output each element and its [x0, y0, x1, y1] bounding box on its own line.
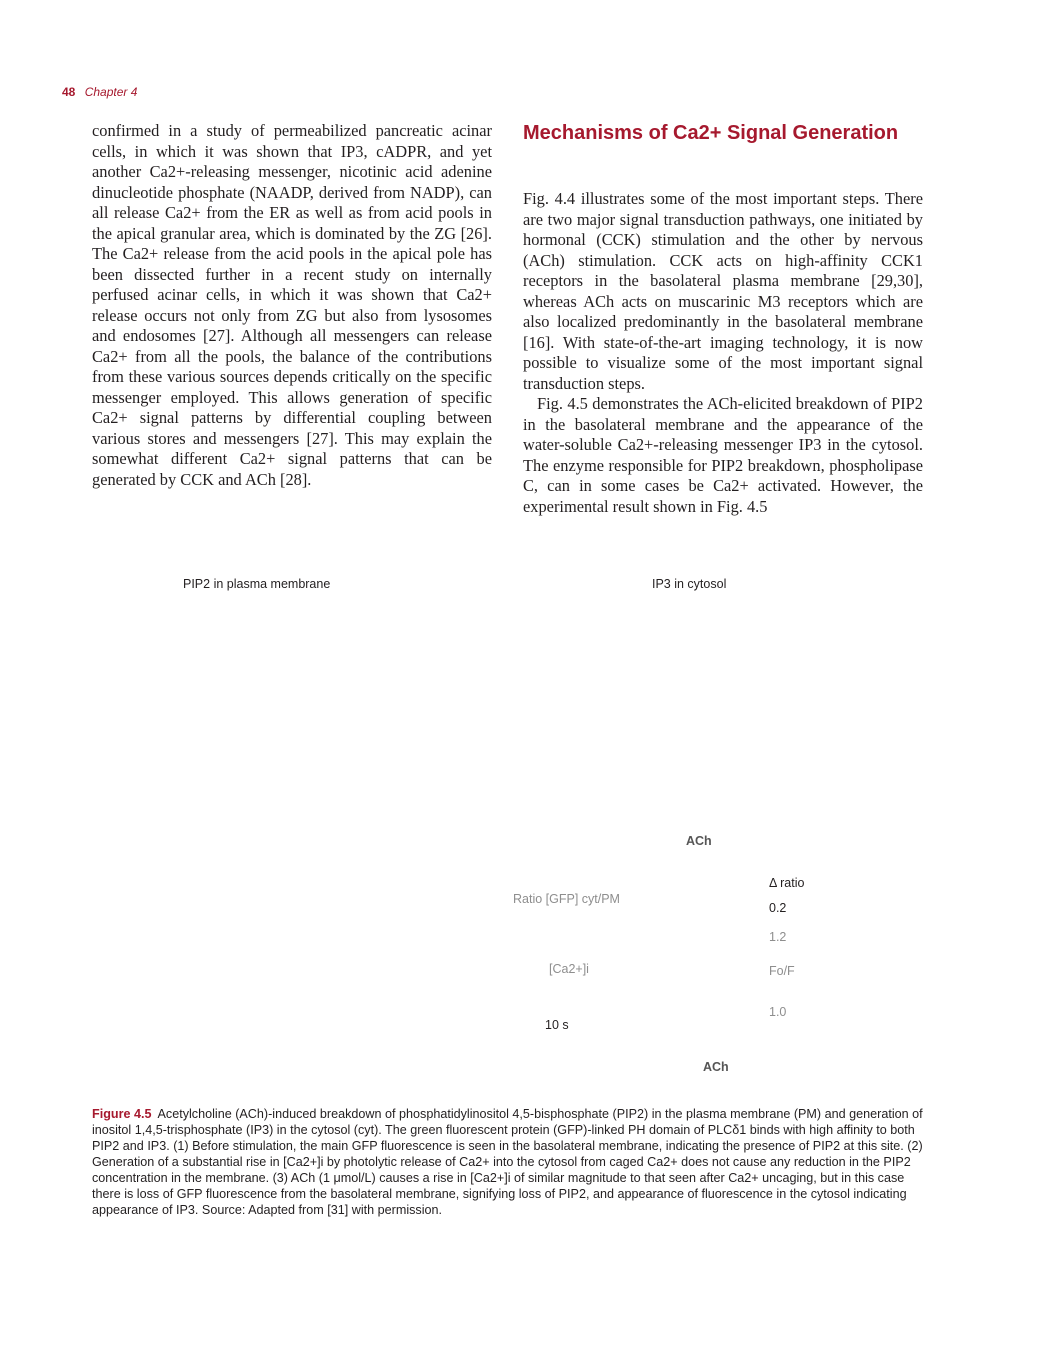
right-paragraph-2: Fig. 4.5 demonstrates the ACh-elicited breakdown of PIP2 in the basolateral membrane and the appearance of the water-soluble Ca2+-releasing messenger IP3 in the cytosol. The enzyme responsible for PIP2 breakdown, phospholipase C, can in some cases be Ca2+ activated. However, the experimental result shown in Fig. 4.5 [523, 394, 923, 516]
left-paragraph: confirmed in a study of permeabilized pancreatic acinar cells, in which it was shown that IP3, cADPR, and yet another Ca2+-releasing messenger, nicotinic acid adenine dinucleotide phosphate (NAADP, derived from NADP), can all release Ca2+ from the ER as well as from acid pools in the apical granular area, which is dominated by the ZG [26]. The Ca2+ release from the acid pools in the apical pole has been dissected further in a recent study on internally perfused acinar cells, in which it was shown that Ca2+ release occurs not only from ZG but also from lysosomes and endosomes [27]. Although all messengers can release Ca2+ from all the pools, the balance of the contributions from these various sources depends critically on the specific messenger employed. This allows generation of specific Ca2+ signal patterns by differential coupling between various stores and messengers [27]. This may explain the somewhat different Ca2+ signal patterns that can be generated by CCK and ACh [28]. [92, 121, 492, 489]
ach-label-bottom: ACh [703, 1060, 729, 1074]
caption-label: Figure 4.5 [92, 1107, 152, 1121]
page-number: 48 [62, 85, 76, 99]
tick-label-1-2: 1.2 [769, 930, 787, 944]
chapter-label: Chapter 4 [84, 85, 138, 99]
time-scale-bar-label: 10 s [545, 1018, 569, 1032]
delta-ratio-label: Δ ratio [769, 876, 805, 890]
section-title: Mechanisms of Ca2+ Signal Generation [523, 122, 899, 144]
page-header [62, 85, 137, 99]
caption-text: Acetylcholine (ACh)-induced breakdown of phosphatidylinositol 4,5-bisphosphate (PIP2) in the plasma membrane (PM) and generation of inositol 1,4,5-trisphosphate (IP3) in the cytosol (cyt). The green fluorescent protein (GFP)-linked PH domain of PLCδ1 binds with high affinity to both PIP2 and IP3. (1) Before stimulation, the main GFP fluorescence is seen in the basolateral membrane, indicating the presence of PIP2 at this site. (2) Generation of a substantial rise in [Ca2+]i by photolytic release of Ca2+ into the cytosol from caged Ca2+ does not cause any reduction in the PIP2 concentration in the membrane. (3) ACh (1 μmol/L) causes a rise in [Ca2+]i of similar magnitude to that seen after Ca2+ uncaging, but in this case there is loss of GFP fluorescence from the basolateral membrane, signifying loss of PIP2, and appearance of fluorescence in the cytosol indicating appearance of IP3. Source: Adapted from [31] with permission. [92, 1107, 923, 1217]
left-column [92, 121, 492, 490]
delta-value-label: 0.2 [769, 901, 787, 915]
figure-caption [92, 1106, 927, 1218]
fof-axis-label: Fo/F [769, 964, 795, 978]
calcium-axis-label: [Ca2+]i [549, 962, 589, 976]
ach-label-top: ACh [686, 834, 712, 848]
panel-label-ip3: IP3 in cytosol [652, 577, 727, 591]
tick-label-1-0: 1.0 [769, 1005, 787, 1019]
right-paragraph-1: Fig. 4.4 illustrates some of the most important steps. There are two major signal transduction pathways, one initiated by hormonal (CCK) stimulation and the other by nervous (ACh) stimulation. CCK acts on high-affinity CCK1 receptors in the basolateral plasma membrane [29,30], whereas ACh acts on muscarinic M3 receptors which are also localized predominantly in the basolateral membrane [16]. With state-of-the-art imaging technology, it is now possible to visualize some of the most important signal transduction steps. [523, 189, 923, 393]
ratio-axis-label: Ratio [GFP] cyt/PM [513, 892, 620, 906]
right-column [523, 189, 923, 517]
panel-label-pip2: PIP2 in plasma membrane [183, 577, 331, 591]
